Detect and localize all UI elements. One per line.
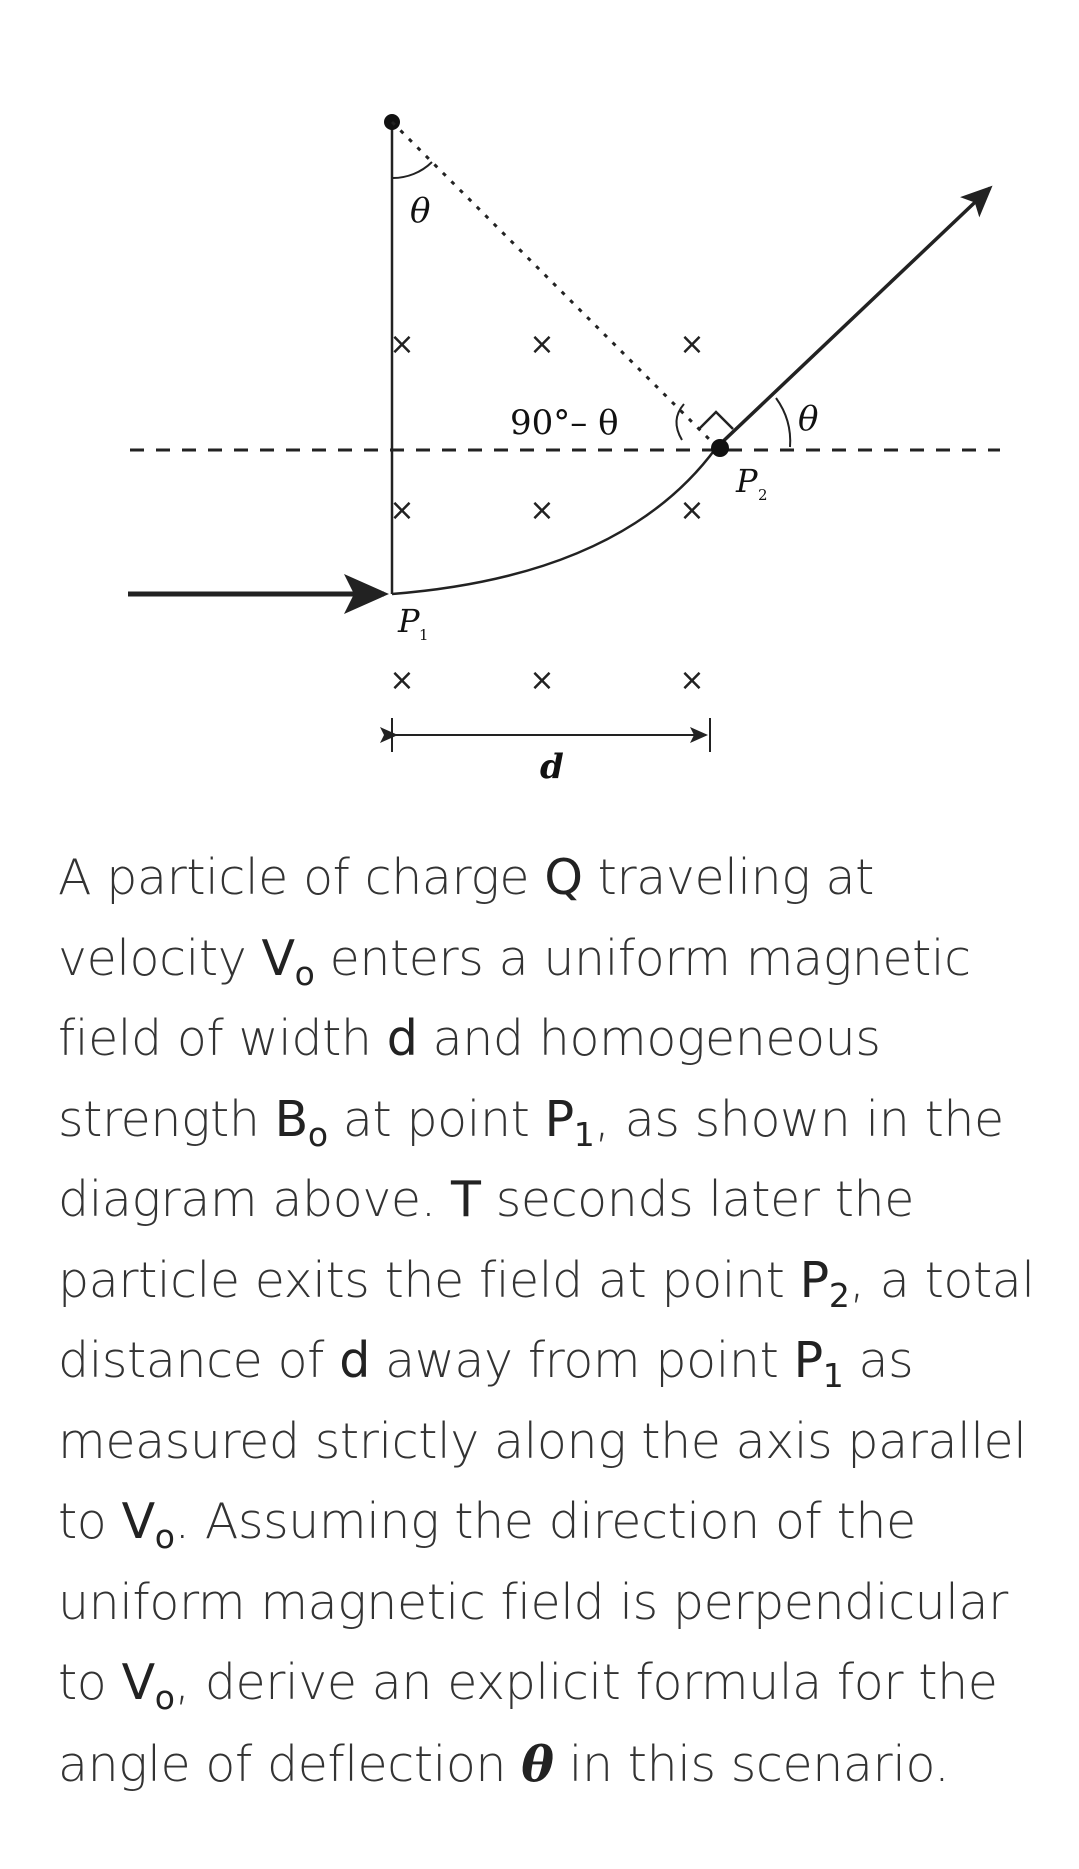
- velocity-variable: V: [261, 929, 295, 987]
- point-p1-variable: P: [793, 1332, 823, 1389]
- width-variable: d: [386, 1010, 418, 1067]
- text-run: , as shown in the diagram above.: [58, 1090, 1004, 1228]
- text-run: enters a uniform magnetic field of width: [58, 929, 971, 1067]
- text-run: as measured strictly along the axis parallel to: [58, 1332, 1027, 1550]
- text-run: , a total distance of: [58, 1251, 1035, 1389]
- velocity-subscript: o: [154, 1678, 175, 1717]
- field-subscript: o: [307, 1114, 328, 1154]
- charge-variable: Q: [544, 849, 583, 906]
- point-p2-variable: P: [799, 1251, 829, 1309]
- time-variable: T: [451, 1171, 481, 1228]
- field-marker-x: ×: [529, 327, 555, 362]
- point-p1-variable: P: [544, 1090, 574, 1148]
- velocity-subscript: o: [154, 1517, 175, 1556]
- deflection-diagram: [0, 0, 1079, 820]
- field-marker-x: ×: [529, 663, 555, 698]
- text-run: . Assuming the direction of the uniform magnetic field is perpendicular to: [58, 1493, 1008, 1711]
- field-marker-x: ×: [389, 327, 415, 362]
- point-p1-subscript: 1: [573, 1114, 595, 1154]
- p2-label: P: [736, 462, 758, 500]
- text-run: away from point: [369, 1332, 794, 1389]
- text-run: seconds later the particle exits the field at point: [58, 1171, 914, 1309]
- theta-arc-exit: [776, 398, 790, 447]
- theta-arc-top: [392, 162, 432, 178]
- field-marker-x: ×: [529, 493, 555, 528]
- point-p2-subscript: 2: [828, 1275, 850, 1315]
- problem-statement: [58, 838, 1048, 1805]
- theta-label-exit: θ: [798, 399, 819, 439]
- p2-subscript: 2: [758, 486, 768, 504]
- complement-angle-label: 90°– θ: [510, 403, 619, 443]
- text-run: , derive an explicit formula for the angle of deflection: [58, 1654, 998, 1793]
- point-p1-subscript: 1: [822, 1356, 844, 1395]
- field-marker-x: ×: [679, 663, 705, 698]
- radius-line-dotted: [392, 122, 716, 446]
- text-run: and homogeneous strength: [58, 1010, 881, 1148]
- right-angle-marker: [699, 412, 733, 429]
- text-run: traveling at velocity: [58, 849, 874, 987]
- text-run: A particle of charge: [58, 849, 545, 906]
- theta-variable: θ: [521, 1734, 554, 1793]
- field-marker-x: ×: [679, 327, 705, 362]
- outgoing-velocity-arrow: [716, 188, 990, 448]
- velocity-subscript: o: [294, 953, 315, 993]
- theta-label-top: θ: [410, 191, 431, 231]
- velocity-variable: V: [121, 1493, 155, 1550]
- p1-label: P: [398, 602, 420, 640]
- velocity-variable: V: [121, 1654, 155, 1711]
- complement-angle-arc: [676, 404, 684, 440]
- text-run: in this scenario.: [553, 1735, 950, 1793]
- text-run: at point: [327, 1090, 545, 1148]
- field-marker-x: ×: [679, 493, 705, 528]
- distance-variable: d: [339, 1332, 370, 1389]
- p1-subscript: 1: [419, 626, 429, 644]
- magnetic-field-markers: [389, 327, 704, 698]
- exit-point-p2: [711, 439, 729, 457]
- field-variable: B: [274, 1090, 308, 1148]
- field-marker-x: ×: [389, 493, 415, 528]
- field-marker-x: ×: [389, 663, 415, 698]
- width-label: d: [540, 747, 564, 787]
